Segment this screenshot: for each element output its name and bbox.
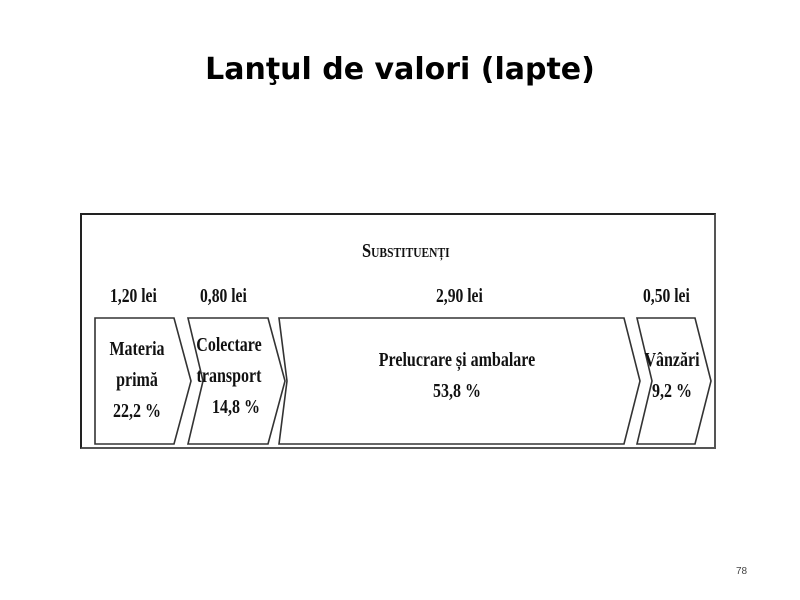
stage-price-raw-material: 1,20 lei [110,285,157,307]
substituents-heading: Substituenți [362,240,450,262]
stage-share-raw-material: 22,2 % [113,400,161,422]
stage-share-sales: 9,2 % [652,380,692,402]
stage-label-raw-material-line2: primă [116,369,158,391]
stage-label-collection-line1: Colectare [196,334,262,356]
stage-box-collection [188,330,270,423]
stage-share-collection: 14,8 % [212,396,260,418]
stage-price-sales: 0,50 lei [643,285,690,307]
stage-price-collection: 0,80 lei [200,285,247,307]
stage-label-collection-line2: transport [196,365,262,387]
stage-box-raw-material [97,334,177,427]
slide-title: Lanţul de valori (lapte) [205,52,595,87]
stage-box-processing [300,345,614,407]
stage-price-processing: 2,90 lei [436,285,483,307]
stage-label-sales: Vânzări [644,349,700,371]
page-number: 78 [736,566,748,577]
stage-box-sales [636,345,708,407]
stage-share-processing: 53,8 % [433,380,481,402]
stage-label-raw-material-line1: Materia [109,338,165,360]
stage-label-processing: Prelucrare și ambalare [378,349,536,371]
